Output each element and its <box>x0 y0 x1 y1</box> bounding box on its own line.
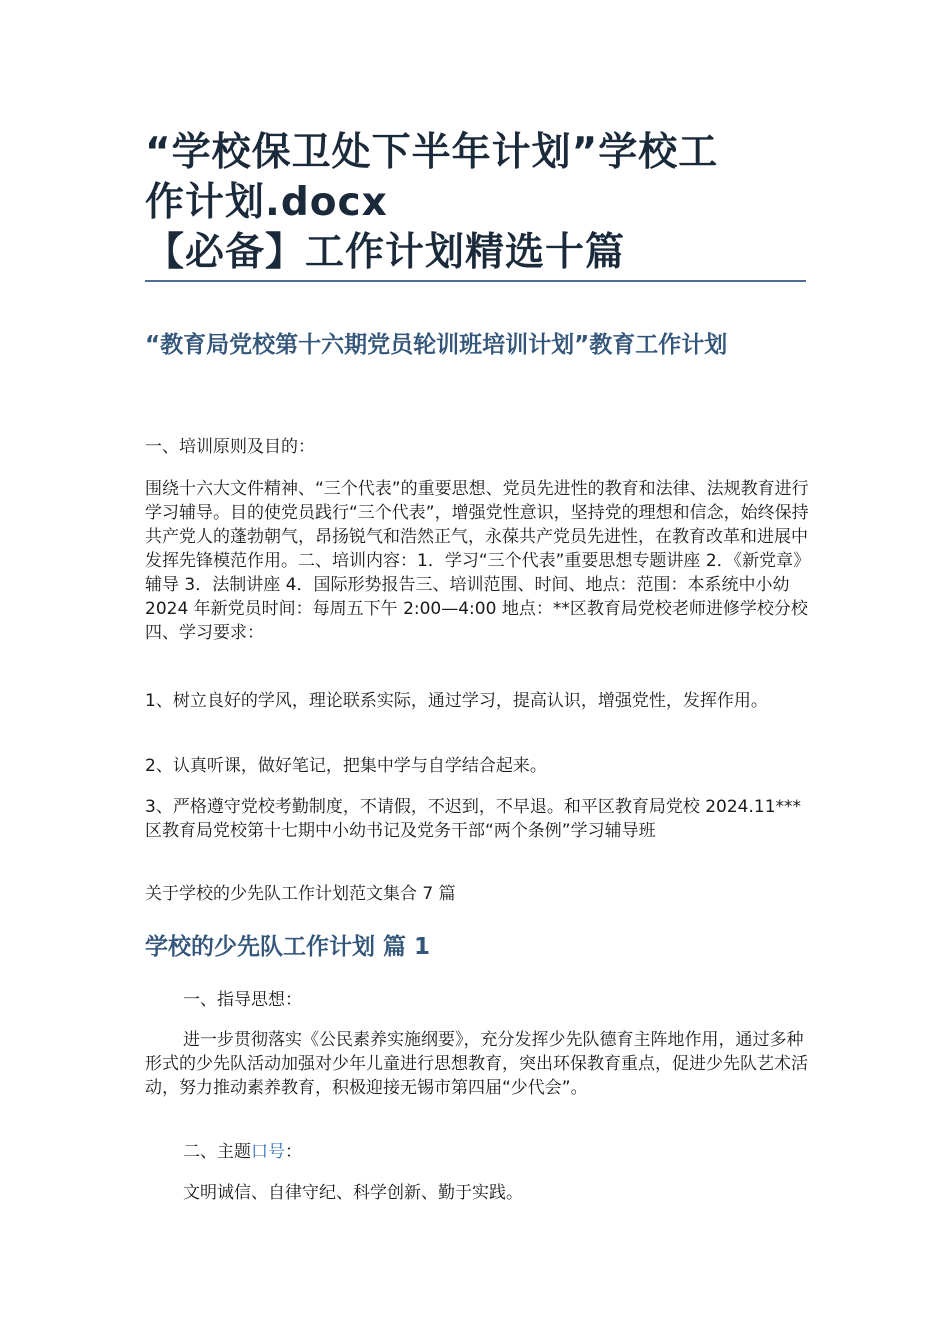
title-line-3: 【必备】工作计划精选十篇 <box>145 230 626 275</box>
paragraph-requirement-3: 3、严格遵守党校考勤制度，不请假，不迟到，不早退。和平区教育局党校 2024.11***区教育局党校第十七期中小幼书记及党务干部“两个条例”学习辅导班 <box>145 797 802 841</box>
paragraph-guiding-ideology: 一、指导思想： <box>183 990 302 1010</box>
paragraph-collection-title: 关于学校的少先队工作计划范文集合 7 篇 <box>145 884 456 904</box>
slogan-prefix: 二、主题 <box>183 1142 251 1162</box>
title-line-1: “学校保卫处下半年计划”学校工 <box>145 130 719 175</box>
title-line-2: 作计划.docx <box>145 180 388 225</box>
slogan-suffix: ： <box>285 1142 302 1162</box>
paragraph-requirement-2: 2、认真听课，做好笔记，把集中学与自学结合起来。 <box>145 756 547 776</box>
title-divider <box>145 280 806 282</box>
paragraph-requirement-1: 1、树立良好的学风，理论联系实际，通过学习，提高认识，增强党性，发挥作用。 <box>145 691 768 711</box>
document-title <box>145 128 810 278</box>
section-heading-2: 学校的少先队工作计划 篇 1 <box>145 934 431 960</box>
paragraph-training-principles: 一、培训原则及目的： <box>145 437 315 457</box>
section-heading-1: “教育局党校第十六期党员轮训班培训计划”教育工作计划 <box>145 332 728 358</box>
paragraph-theme-slogan <box>145 1140 810 1164</box>
paragraph-slogan-content: 文明诚信、自律守纪、科学创新、勤于实践。 <box>183 1183 523 1203</box>
slogan-link[interactable]: 口号 <box>251 1142 285 1162</box>
paragraph-training-details: 围绕十六大文件精神、“三个代表”的重要思想、党员先进性的教育和法律、法规教育进行学习辅导。目的使党员践行“三个代表”，增强党性意识，坚持党的理想和信念，始终保持共产党人的蓬勃朝气，昂扬锐气和浩然正气，永葆共产党员先进性，在教育改革和进展中发挥先锋模范作用。二、培训内容：1．学习“三个代表”重要思想专题讲座 2．《新党章》辅导 3．法制讲座 4．国际形势报告三、培训范围、时间、地点：范围：本系统中小幼 2024 年新党员时间：每周五下午 2:00—4:00 地点：**区教育局党校老师进修学校分校四、学习要求： <box>145 479 809 643</box>
paragraph-ideology-content: 进一步贯彻落实《公民素养实施纲要》，充分发挥少先队德育主阵地作用，通过多种形式的少先队活动加强对少年儿童进行思想教育，突出环保教育重点，促进少先队艺术活动，努力推动素养教育，积极迎接无锡市第四届“少代会”。 <box>145 1030 808 1098</box>
